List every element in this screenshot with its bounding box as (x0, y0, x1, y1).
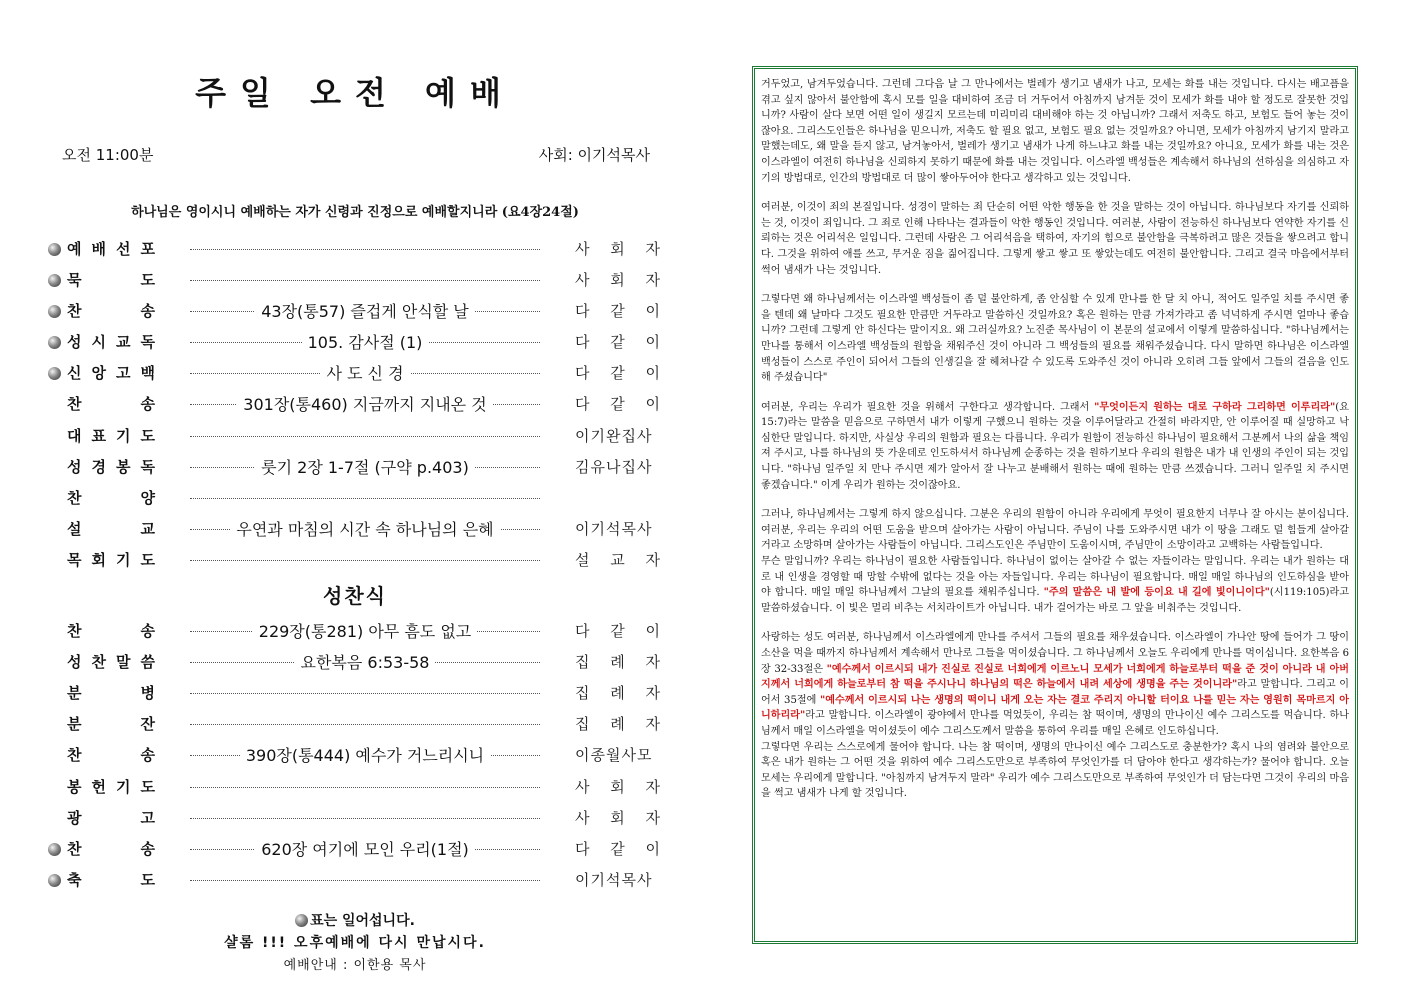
order-leader: 설 교 자 (575, 550, 660, 569)
order-content: 사 도 신 경 (320, 364, 409, 383)
sermon-paragraph (761, 630, 1349, 802)
order-leader: 다 같 이 (575, 364, 660, 383)
order-label: 설 교 (67, 519, 155, 538)
sermon-text (761, 77, 1349, 933)
sermon-paragraph (761, 77, 1349, 186)
sermon-text-run: 라고 말합니다. 이스라엘이 광야에서 만나를 먹었듯이, 우리는 참 떡이며, 생명의 만나이신 예수 그리스도를 먹습니다. 하나님께서 매일 이스라엘을 먹이셨듯이 예수 그리스도께서 말씀을 통하여 우리를 매일 은혜로 인도하십니다. (761, 710, 1349, 737)
order-label: 봉 헌 기 도 (67, 777, 155, 796)
sermon-text-run: 그렇다면 우리는 스스로에게 물어야 합니다. 나는 참 떡이며, 생명의 만나이신 예수 그리스도로 충분한가? 혹시 나의 염려와 불안으로 혹은 내가 원하는 그 어떤 것을 위하여 예수 그리스도만으로 부족하여 무엇인가를 더 담아야 한다고 생각하는가? 물어야 합니다. 오늘 모세는 우리에게 말합니다. "아침까지 남겨두지 말라" 우리가 예수 그리스도만으로 부족하여 무엇인가 더 담는다면 그것이 우리의 마음을 썩고 냄새가 나게 할 것입니다. (761, 741, 1349, 800)
order-label: 찬 송 (67, 746, 155, 765)
order-label: 찬 양 (67, 488, 155, 507)
worship-order-panel (40, 60, 670, 973)
scripture-quote: "예수께서 이르시되 나는 생명의 떡이니 내게 오는 자는 결코 주리지 아니할 터이요 나를 믿는 자는 영원히 목마르지 아니하리라" (761, 694, 1349, 722)
order-leader: 다 같 이 (575, 333, 660, 352)
order-row (40, 678, 670, 709)
dotted-leader (190, 786, 540, 788)
stand-bullet-icon (295, 914, 308, 927)
order-row (40, 234, 670, 265)
order-leader: 이기석목사 (575, 519, 653, 538)
order-leader: 다 같 이 (575, 302, 660, 321)
order-row (40, 483, 670, 514)
sermon-paragraph (761, 507, 1349, 616)
dotted-leader (190, 879, 540, 881)
theme-verse: 하나님은 영이시니 예배하는 자가 신령과 진정으로 예배할지니라 (요4장24절) (131, 205, 579, 220)
order-leader: 사 회 자 (575, 271, 660, 290)
dotted-leader (190, 817, 540, 819)
order-leader: 이기완집사 (575, 426, 653, 445)
order-row (40, 358, 670, 389)
sermon-paragraph (761, 292, 1349, 386)
order-row (40, 296, 670, 327)
dotted-leader (190, 435, 540, 437)
order-leader: 집 례 자 (575, 653, 660, 672)
stand-bullet-icon (48, 274, 61, 287)
service-time: 오전 11:00분 (62, 146, 154, 164)
order-label: 성 시 교 독 (67, 333, 155, 352)
order-label: 성 찬 말 씀 (67, 653, 155, 672)
order-row (40, 265, 670, 296)
order-leader: 집 례 자 (575, 715, 660, 734)
order-row (40, 647, 670, 678)
order-content: 301장(통460) 지금까지 지내온 것 (237, 395, 492, 414)
order-row (40, 865, 670, 896)
order-leader: 다 같 이 (575, 839, 660, 858)
section-title-communion: 성찬식 (323, 584, 387, 609)
order-leader: 사 회 자 (575, 240, 660, 258)
stand-bullet-icon (48, 243, 61, 256)
order-row (40, 421, 670, 452)
service-host: 사회: 이기석목사 (538, 146, 650, 164)
order-content: 229장(통281) 아무 흠도 없고 (253, 622, 477, 641)
order-leader: 다 같 이 (575, 395, 660, 414)
order-label: 축 도 (67, 870, 155, 889)
sermon-text-run: 거두었고, 남겨두었습니다. 그런데 그다음 날 그 만나에서는 벌레가 생기고 냄새가 나고, 모세는 화를 내는 것입니다. 다시는 배고픔을 겪고 싶지 않아서 불안함에 혹시 모를 일을 대비하여 조금 더 거두어서 아침까지 남겨둔 것이 모세가 화를 내야 할 정도로 잘못한 것입니까? 사람이 살다 보면 어떤 일이 생길지 모르는데 미리미리 대비해야 하는 것 아닙니까? 그래서 저축도 하고, 보험도 들어 놓는 것이잖아요. 그리스도인들은 하나님을 믿으니까, 저축도 할 필요 없고, 보험도 필요 없는 것일까요? 아니면, 모세가 아침까지 남기지 말라고 말했는데도, 왜 말을 듣지 않고, 남겨놓아서, 벌레가 생기고 냄새가 나게 하느냐고 화를 내는 것일까요? 아니요, 모세가 화를 내는 것은 이스라엘이 여전히 하나님을 신뢰하지 못하기 때문에 화를 내는 것입니다. 이스라엘 백성들은 계속해서 하나님의 선하심을 의심하고 자기의 방법대로, 인간의 방법대로 더 많이 쌓아두어야 한다고 생각하고 있는 것입니다. (761, 79, 1349, 184)
order-row (40, 834, 670, 865)
order-label: 분 병 (67, 684, 155, 703)
service-meta (40, 144, 670, 165)
dotted-leader (190, 497, 540, 499)
sermon-paragraph (761, 200, 1349, 278)
sermon-panel (752, 66, 1358, 944)
order-row (40, 772, 670, 803)
order-label: 묵 도 (67, 271, 155, 290)
sermon-text-run: 여러분, 우리는 우리가 필요한 것을 위해서 구한다고 생각합니다. 그래서 (761, 401, 1095, 413)
sermon-text-run: 무슨 말입니까? 우리는 하나님이 필요한 사람들입니다. 하나님이 없이는 살아갈 수 없는 자들이라는 말입니다. 우리는 내가 원하는 대로 내 인생을 경영할 때 망할 수밖에 없다는 것을 아는 자들입니다. 우리는 하나님이 필요합니다. 매일 매일 하나님의 인도하심을 받아야 합니다. 매일 매일 하나님께서 그날의 필요를 채워주십니다. (761, 556, 1349, 599)
order-content: 요한복음 6:53-58 (295, 653, 436, 672)
order-leader: 김유나집사 (575, 457, 653, 476)
order-content: 우연과 마침의 시간 속 하나님의 은혜 (230, 520, 499, 539)
order-leader: 사 회 자 (575, 777, 660, 796)
order-label: 광 고 (67, 808, 155, 827)
order-list-main (40, 234, 670, 576)
order-row (40, 803, 670, 834)
order-row (40, 709, 670, 740)
order-label: 찬 송 (67, 395, 155, 414)
order-row (40, 740, 670, 771)
order-leader: 사 회 자 (575, 808, 660, 827)
sermon-text-run: (요15:7)라는 말씀을 믿음으로 구하면서 내가 이렇게 구했으니 원하는 것을 이루어달라고 간절히 바라지만, 안 이루어질 때 실망하고 낙심한단 말입니다. 하지만, 사실상 우리의 원함과 필요는 다릅니다. 우리가 원함이 전능하신 하나님이 필요해서 그분께서 나의 삶을 책임져 주시고, 나를 하나님의 뜻 가운데로 인도하셔서 하나님께 순종하는 것을 원하기보다 우리의 원함은 내가 내 인생의 주인이 되는 것입니다. "하나님 일주일 치 만나 주시면 제가 알아서 잘 나누고 분배해서 원하는 때에 원하는 만큼 쓰겠습니다. 그러니 일주일 치 주시면 좋겠습니다." 이게 우리가 원하는 것이잖아요. (761, 401, 1349, 491)
order-list-communion (40, 616, 670, 896)
order-content: 105. 감사절 (1) (302, 333, 429, 352)
dotted-leader (190, 279, 540, 281)
dotted-leader (190, 248, 540, 250)
order-leader: 집 례 자 (575, 684, 660, 703)
order-label: 찬 송 (67, 839, 155, 858)
order-label: 분 잔 (67, 715, 155, 734)
sermon-text-run: 라고 말합니다. 그리고 이어서 35절에 (761, 679, 1349, 706)
order-row (40, 389, 670, 420)
sermon-text-run: 사랑하는 성도 여러분, 하나님께서 이스라엘에게 만나를 주셔서 그들의 필요를 채우셨습니다. 이스라엘이 가나안 땅에 들어가 그 땅이 소산을 먹을 때까지 하나님께서 계속해서 만나로 그들을 먹이셨습니다. 그 하나님께서 오늘도 우리에게 만나를 먹이십니다. 요한복음 6장 32-33절은 (761, 632, 1349, 675)
guide-note: 예배안내 : 이한용 목사 (283, 957, 427, 973)
order-row (40, 327, 670, 358)
order-label: 성 경 봉 독 (67, 457, 155, 476)
order-content: 43장(통57) 즐겁게 안식할 날 (255, 302, 475, 321)
order-label: 찬 송 (67, 622, 155, 641)
order-content: 룻기 2장 1-7절 (구약 p.403) (255, 458, 475, 477)
dotted-leader (190, 692, 540, 694)
stand-bullet-icon (48, 843, 61, 856)
scripture-quote: "무엇이든지 원하는 대로 구하라 그리하면 이루리라" (1094, 401, 1336, 413)
scripture-quote: "예수께서 이르시되 내가 진실로 진실로 너희에게 이르노니 모세가 너희에게 하늘로부터 떡을 준 것이 아니라 내 아버지께서 너희에게 하늘로부터 참 떡을 주시나니 하나님의 떡은 하늘에서 내려 세상에 생명을 주는 것이니라" (761, 663, 1349, 691)
dotted-leader (190, 559, 540, 561)
sermon-text-run: 그러나, 하나님께서는 그렇게 하지 않으십니다. 그분은 우리의 원함이 아니라 우리에게 무엇이 필요한지 너무나 잘 아시는 분이십니다. 여러분, 우리는 우리의 어떤 도움을 받으며 살아가는 사람이 아닙니다. 주님이 나를 도와주시면 내가 이 땅을 그래도 덜 힘들게 살아갈 거라고 소망하며 살아가는 사람들이 아닙니다. 그리스도인은 주님만이 도움이시며, 주님만이 소망이라고 고백하는 사람들입니다. (761, 509, 1349, 552)
footer (40, 910, 670, 973)
order-label: 목 회 기 도 (67, 550, 155, 569)
order-label: 대 표 기 도 (67, 426, 155, 445)
order-label: 예 배 선 포 (67, 240, 155, 258)
sermon-text-run: 그렇다면 왜 하나님께서는 이스라엘 백성들이 좀 덜 불안하게, 좀 안심할 수 있게 만나를 한 달 치 아니, 적어도 일주일 치를 주시면 좋을 텐데 왜 날마다 그것도 필요한 만큼만 거두라고 말씀하신 것일까요? 혹은 원하는 만큼 가져가라고 좀 넉넉하게 주시면 얼마나 좋습니까? 그런데 그렇게 안 하신다는 말이지요. 왜 그러실까요? 노진준 목사님이 이 본문의 설교에서 이렇게 말씀하십니다. "하나님께서는 만나를 통해서 이스라엘 백성들의 원함을 채워주신 것이 아니라 그 백성들의 필요를 채워주셨습니다. 다시 말하면 하나님은 이스라엘 백성들이 스스로 주인이 되어서 그들의 인생길을 잘 헤쳐나갈 수 있도록 도와주신 것이 아니라 오히려 그들 앞에서 그들의 걸음을 인도해 주셨습니다" (761, 294, 1349, 384)
order-row (40, 452, 670, 483)
order-leader: 다 같 이 (575, 622, 660, 641)
sermon-paragraph (761, 400, 1349, 494)
stand-note: 표는 일어섭니다. (310, 912, 415, 929)
order-leader: 이기석목사 (575, 870, 653, 889)
page-title: 주일 오전 예배 (195, 74, 515, 112)
sermon-text-run: 여러분, 이것이 죄의 본질입니다. 성경이 말하는 죄 단순히 어떤 악한 행동을 한 것을 말하는 것이 아닙니다. 하나님보다 자기를 신뢰하는 것, 이것이 죄입니다. 그 죄로 인해 나타나는 결과들이 악한 행동인 것입니다. 여러분, 사람이 전능하신 하나님보다 연약한 자기를 신뢰하는 것은 어리석은 일입니다. 그런데 사람은 그 어리석음을 택하여, 자기의 힘으로 불안함을 극복하려고 많은 것들을 쌓으려고 합니다. 그것을 위하여 애를 쓰고, 무거운 짐을 짊어집니다. 그렇게 쌓고 쌓고 또 쌓았는데도 여전히 불안합니다. 그리고 결국 마음에서부터 썩어 냄새가 나는 것입니다. (761, 202, 1349, 276)
order-content: 620장 여기에 모인 우리(1절) (255, 840, 475, 859)
stand-bullet-icon (48, 367, 61, 380)
stand-bullet-icon (48, 336, 61, 349)
stand-bullet-icon (48, 305, 61, 318)
order-label: 찬 송 (67, 302, 155, 321)
order-content: 390장(통444) 예수가 거느리시니 (240, 746, 490, 765)
order-label: 신 앙 고 백 (67, 364, 155, 383)
order-leader: 이종월사모 (575, 746, 653, 765)
stand-bullet-icon (48, 874, 61, 887)
order-row (40, 545, 670, 576)
shalom-note: 샬롬 !!! 오후예배에 다시 만납시다. (224, 934, 486, 951)
dotted-leader (190, 723, 540, 725)
order-row (40, 616, 670, 647)
order-row (40, 514, 670, 545)
sermon-text-run: (시119:105)라고 말씀하셨습니다. 이 빛은 멀리 비추는 서치라이트가 아닙니다. 내가 걸어가는 바로 그 앞을 비춰주는 것입니다. (761, 587, 1349, 614)
scripture-quote: "주의 말씀은 내 발에 등이요 내 길에 빛이니이다" (1043, 587, 1270, 599)
